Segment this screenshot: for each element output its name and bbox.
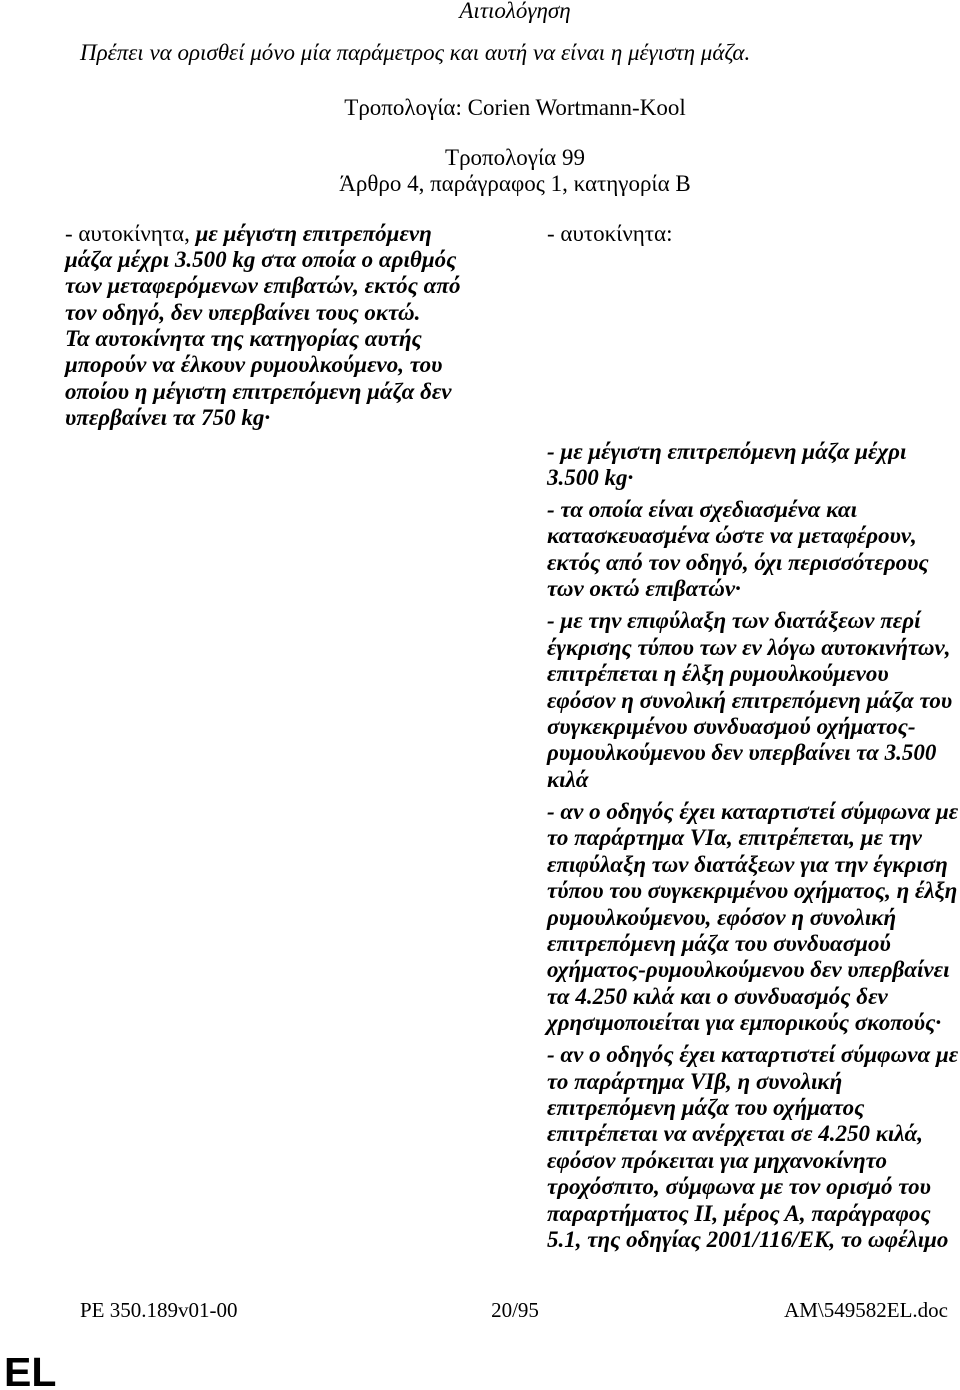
footer-file-name: AM\549582EL.doc xyxy=(784,1298,948,1322)
right-column-line: εφόσον η συνολική επιτρεπόμενη μάζα του xyxy=(547,687,953,713)
right-column-line: επιτρέπεται να ανέρχεται σε 4.250 κιλά, xyxy=(547,1121,924,1147)
footer-reference: PE 350.189v01-00 xyxy=(80,1298,238,1322)
right-column-line: τα 4.250 κιλά και ο συνδυασμός δεν xyxy=(547,983,888,1009)
right-column-line: - αν ο οδηγός έχει καταρτιστεί σύμφωνα με xyxy=(547,798,959,824)
right-column-line: - με μέγιστη επιτρεπόμενη μάζα μέχρι xyxy=(547,438,907,464)
right-column-intro: - αυτοκίνητα: xyxy=(547,220,673,246)
right-column-paragraph xyxy=(547,439,960,492)
left-column-intro: - αυτοκίνητα, xyxy=(65,220,190,246)
right-column-paragraph xyxy=(547,497,960,603)
left-column-line: τον οδηγό, δεν υπερβαίνει τους οκτώ. xyxy=(65,299,421,325)
left-column-line: Τα αυτοκίνητα της κατηγορίας αυτής xyxy=(65,326,422,352)
right-column-line: το παράρτημα VIβ, η συνολική xyxy=(547,1068,843,1094)
right-column-line: τύπου του συγκεκριμένου οχήματος, η έλξη xyxy=(547,878,958,904)
right-column-line: επιτρεπόμενη μάζα του οχήματος xyxy=(547,1095,865,1121)
right-column-line: το παράρτημα VIα, επιτρέπεται, με την xyxy=(547,825,922,851)
justification-text: Πρέπει να ορισθεί μόνο μία παράμετρος και αυτή να είναι η μέγιστη μάζα. xyxy=(80,40,751,65)
right-column-line: 5.1, της οδηγίας 2001/116/ΕΚ, το ωφέλιμο xyxy=(547,1227,949,1253)
left-column-line: μάζα μέχρι 3.500 kg στα οποία ο αριθμός xyxy=(65,246,457,272)
right-column-paragraph xyxy=(547,1042,960,1253)
right-column-line: εκτός από τον οδηγό, όχι περισσότερους xyxy=(547,549,929,575)
amendment-reference: Άρθρο 4, παράγραφος 1, κατηγορία Β xyxy=(339,171,691,197)
right-column-line: των οκτώ επιβατών· xyxy=(547,576,741,602)
right-column-line: 3.500 kg· xyxy=(547,464,634,490)
right-column-paragraph xyxy=(547,608,960,793)
footer-page-number: 20/95 xyxy=(491,1298,539,1322)
language-badge: EL xyxy=(4,1349,57,1390)
right-column-line: παραρτήματος II, μέρος Α, παράγραφος xyxy=(547,1200,931,1226)
right-column-line: χρησιμοποιείται για εμπορικούς σκοπούς· xyxy=(547,1010,942,1036)
right-column-line: κατασκευασμένα ώστε να μεταφέρουν, xyxy=(547,523,917,549)
right-column-line: - με την επιφύλαξη των διατάξεων περί xyxy=(547,608,921,634)
right-column-line: εφόσον πρόκειται για μηχανοκίνητο xyxy=(547,1147,887,1173)
right-column-line: συγκεκριμένου συνδυασμού οχήματος- xyxy=(547,714,916,739)
right-column-line: επιτρέπεται η έλξη ρυμουλκούμενου xyxy=(547,661,889,687)
left-column-line: υπερβαίνει τα 750 kg· xyxy=(65,405,271,431)
left-column-line: οποίου η μέγιστη επιτρεπόμενη μάζα δεν xyxy=(65,378,452,404)
right-column xyxy=(547,439,960,1254)
right-column-line: κιλά xyxy=(547,766,589,792)
right-column-line: - αν ο οδηγός έχει καταρτιστεί σύμφωνα με xyxy=(547,1042,959,1068)
right-column-line: ρυμουλκούμενου, εφόσον η συνολική xyxy=(547,904,897,930)
right-column-line: επιτρεπόμενη μάζα του συνδυασμού xyxy=(547,930,891,956)
amendment-number: Τροπολογία 99 xyxy=(445,145,585,170)
justification-heading: Αιτιολόγηση xyxy=(459,0,571,23)
right-column-line: οχήματος-ρυμουλκούμενου δεν υπερβαίνει xyxy=(547,957,950,983)
left-column xyxy=(65,221,495,432)
right-column-line: ρυμουλκούμενου δεν υπερβαίνει τα 3.500 xyxy=(547,740,937,766)
right-column-line: - τα οποία είναι σχεδιασμένα και xyxy=(547,497,858,523)
right-column-line: επιφύλαξη των διατάξεων για την έγκριση xyxy=(547,851,948,877)
right-column-line: τροχόσπιτο, σύμφωνα με τον ορισμό του xyxy=(547,1174,931,1200)
left-column-line: των μεταφερόμενων επιβατών, εκτός από xyxy=(65,273,461,299)
left-column-line xyxy=(65,221,495,247)
left-column-line: μπορούν να έλκουν ρυμουλκούμενο, του xyxy=(65,352,443,378)
right-column-paragraph xyxy=(547,799,960,1037)
amendment-author: Τροπολογία: Corien Wortmann-Kool xyxy=(344,95,686,120)
right-column-line: έγκρισης τύπου των εν λόγω αυτοκινήτων, xyxy=(547,634,951,660)
left-column-text: με μέγιστη επιτρεπόμενη xyxy=(195,220,432,246)
